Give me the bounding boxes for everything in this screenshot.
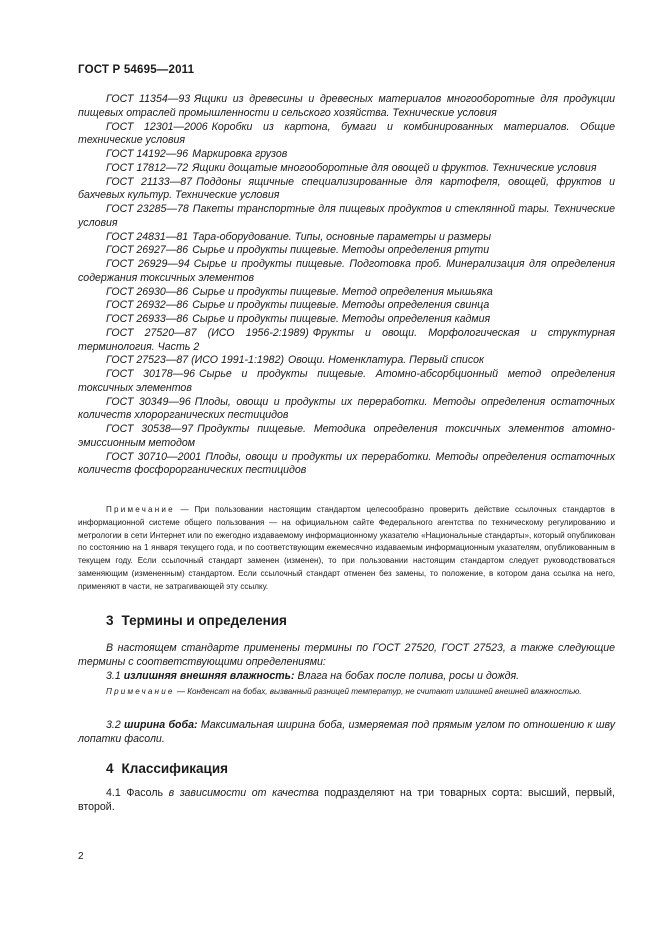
references-note <box>78 504 615 594</box>
reference-item <box>78 354 615 368</box>
references-list <box>78 93 615 478</box>
term-note <box>78 686 615 699</box>
reference-text: Продукты пищевые. Методика определения токсичных элементов атомно-эмиссионным методом <box>78 423 615 449</box>
section-title: Термины и определения <box>121 613 287 628</box>
section-title: Классификация <box>121 761 229 776</box>
section-number: 4 <box>106 761 114 776</box>
section-4-heading <box>106 761 228 776</box>
reference-code: ГОСТ 26930—86 <box>106 285 189 298</box>
reference-code: ГОСТ 27523—87 (ИСО 1991-1:1982) <box>106 354 284 367</box>
reference-text: Ящики из древесины и древесных материалов многооборотные для продукции пищевых отраслей промышленности и сельского хозяйства. Технические условия <box>78 93 615 119</box>
reference-item <box>78 368 615 396</box>
document-header: ГОСТ Р 54695—2011 <box>78 64 195 76</box>
reference-code: ГОСТ 23285—78 <box>106 203 189 215</box>
reference-item <box>78 93 615 121</box>
reference-item <box>78 203 615 231</box>
reference-item <box>78 299 615 313</box>
reference-text: Сырье и продукты пищевые. Методы определения кадмия <box>192 313 491 325</box>
paragraph-italic: в зависимости от качества <box>168 787 319 799</box>
page-number: 2 <box>78 851 84 862</box>
reference-text: Сырье и продукты пищевые. Атомно-абсорбционный метод определения токсичных элементов <box>78 368 616 394</box>
reference-text: Сырье и продукты пищевые. Методы определения свинца <box>192 299 490 312</box>
reference-text: Тара-оборудование. Типы, основные параметры и размеры <box>192 230 491 243</box>
reference-code: ГОСТ 17812—72 <box>106 161 189 174</box>
reference-text: Фрукты и овощи. Морфологическая и структурная терминология. Часть 2 <box>78 326 615 353</box>
note-text: — При пользовании настоящим стандартом целесообразно проверить действие ссылочных стандартов в информационной системе общего пользования — на официальном сайте Федерального агентства по техническому регулированию и метрологии в сети Интернет или по ежегодно издаваемому информационному указателю «Национальные стандарты», который опубликован по состоянию на 1 января текущего года, и по соответствующим ежемесячно издаваемым информационным указателям, опубликованным в текущем году. Если ссылочный стандарт заменен (изменен), то при пользовании настоящим стандартом следует руководствоваться заменяющим (измененным) стандартом. Если ссылочный стандарт отменен без замены, то положение, в котором дана ссылка на него, применяют в части, не затрагивающей эту ссылку. <box>78 505 615 591</box>
reference-text: Сырье и продукты пищевые. Метод определения мышьяка <box>192 285 493 298</box>
reference-code: ГОСТ 21133—87 <box>106 175 193 188</box>
reference-item <box>78 327 615 355</box>
term-number: 3.1 <box>106 670 121 682</box>
reference-item <box>78 396 615 424</box>
reference-item <box>78 313 615 327</box>
reference-item <box>78 162 615 176</box>
term-3-2 <box>78 719 615 747</box>
reference-code: ГОСТ 30710—2001 <box>106 450 202 463</box>
section-3-intro: В настоящем стандарте применены термины по ГОСТ 27520, ГОСТ 27523, а также следующие термины с соответствующими определениями: <box>78 642 615 668</box>
reference-item <box>78 451 615 479</box>
reference-item <box>78 258 615 286</box>
term-definition: Влага на бобах после полива, росы и дождя. <box>297 670 520 682</box>
reference-code: ГОСТ 11354—93 <box>106 93 191 105</box>
reference-code: ГОСТ 14192—96 <box>106 148 189 160</box>
reference-item <box>78 148 615 162</box>
reference-item <box>78 423 615 451</box>
term-name: ширина боба: <box>124 719 198 731</box>
note-lead: Примечание <box>106 687 175 696</box>
reference-code: ГОСТ 26927—86 <box>106 244 189 257</box>
reference-item <box>78 176 615 204</box>
reference-code: ГОСТ 26932—86 <box>106 299 189 312</box>
reference-code: ГОСТ 24831—81 <box>106 230 189 243</box>
reference-item <box>78 231 615 245</box>
paragraph-post: подразделяют на три товарных сорта: высший, первый, второй. <box>78 787 615 813</box>
paragraph-number: 4.1 <box>106 787 121 799</box>
reference-text: Маркировка грузов <box>192 148 288 160</box>
paragraph-4-1 <box>78 787 615 815</box>
reference-code: ГОСТ 27520—87 (ИСО 1956-2:1989) <box>106 326 309 339</box>
reference-code: ГОСТ 26929—94 <box>106 258 190 270</box>
note-text: — Конденсат на бобах, вызванный разницей температур, не считают излишней внешней влажностью. <box>174 687 582 696</box>
note-lead: Примечание <box>106 505 175 514</box>
reference-text: Овощи. Номенклатура. Первый список <box>288 354 485 367</box>
section-number: 3 <box>106 613 114 628</box>
section-3-heading <box>106 613 287 628</box>
reference-item <box>78 121 615 149</box>
reference-text: Плоды, овощи и продукты их переработки. Методы определения остаточных количеств хлорорганических пестицидов <box>78 395 615 422</box>
reference-code: ГОСТ 12301—2006 <box>106 120 208 133</box>
reference-text: Пакеты транспортные для пищевых продуктов и стеклянной тары. Технические условия <box>78 203 616 229</box>
term-number: 3.2 <box>106 719 121 731</box>
reference-text: Плоды, овощи и продукты их переработки. Методы определения остаточных количеств фосфорорганических пестицидов <box>78 450 615 477</box>
reference-code: ГОСТ 30538—97 <box>106 423 194 435</box>
term-3-1 <box>106 670 519 684</box>
reference-item <box>78 286 615 300</box>
term-name: излишняя внешняя влажность: <box>123 670 295 682</box>
reference-code: ГОСТ 26933—86 <box>106 313 189 325</box>
reference-text: Поддоны ящичные специализированные для картофеля, овощей, фруктов и бахчевых культур. Технические условия <box>78 175 615 202</box>
reference-text: Коробки из картона, бумаги и комбинированных материалов. Общие технические условия <box>78 120 615 147</box>
reference-text: Ящики дощатые многооборотные для овощей и фруктов. Технические условия <box>192 161 597 174</box>
reference-text: Сырье и продукты пищевые. Методы определения ртути <box>192 244 490 257</box>
reference-text: Сырье и продукты пищевые. Подготовка проб. Минерализация для определения содержания токсичных элементов <box>78 258 615 284</box>
reference-item <box>78 244 615 258</box>
reference-code: ГОСТ 30349—96 <box>106 395 191 408</box>
paragraph-pre: Фасоль <box>126 787 164 799</box>
reference-code: ГОСТ 30178—96 <box>106 368 195 380</box>
term-definition: Максимальная ширина боба, измеряемая под прямым углом по отношению к шву лопатки фасоли. <box>78 719 615 745</box>
